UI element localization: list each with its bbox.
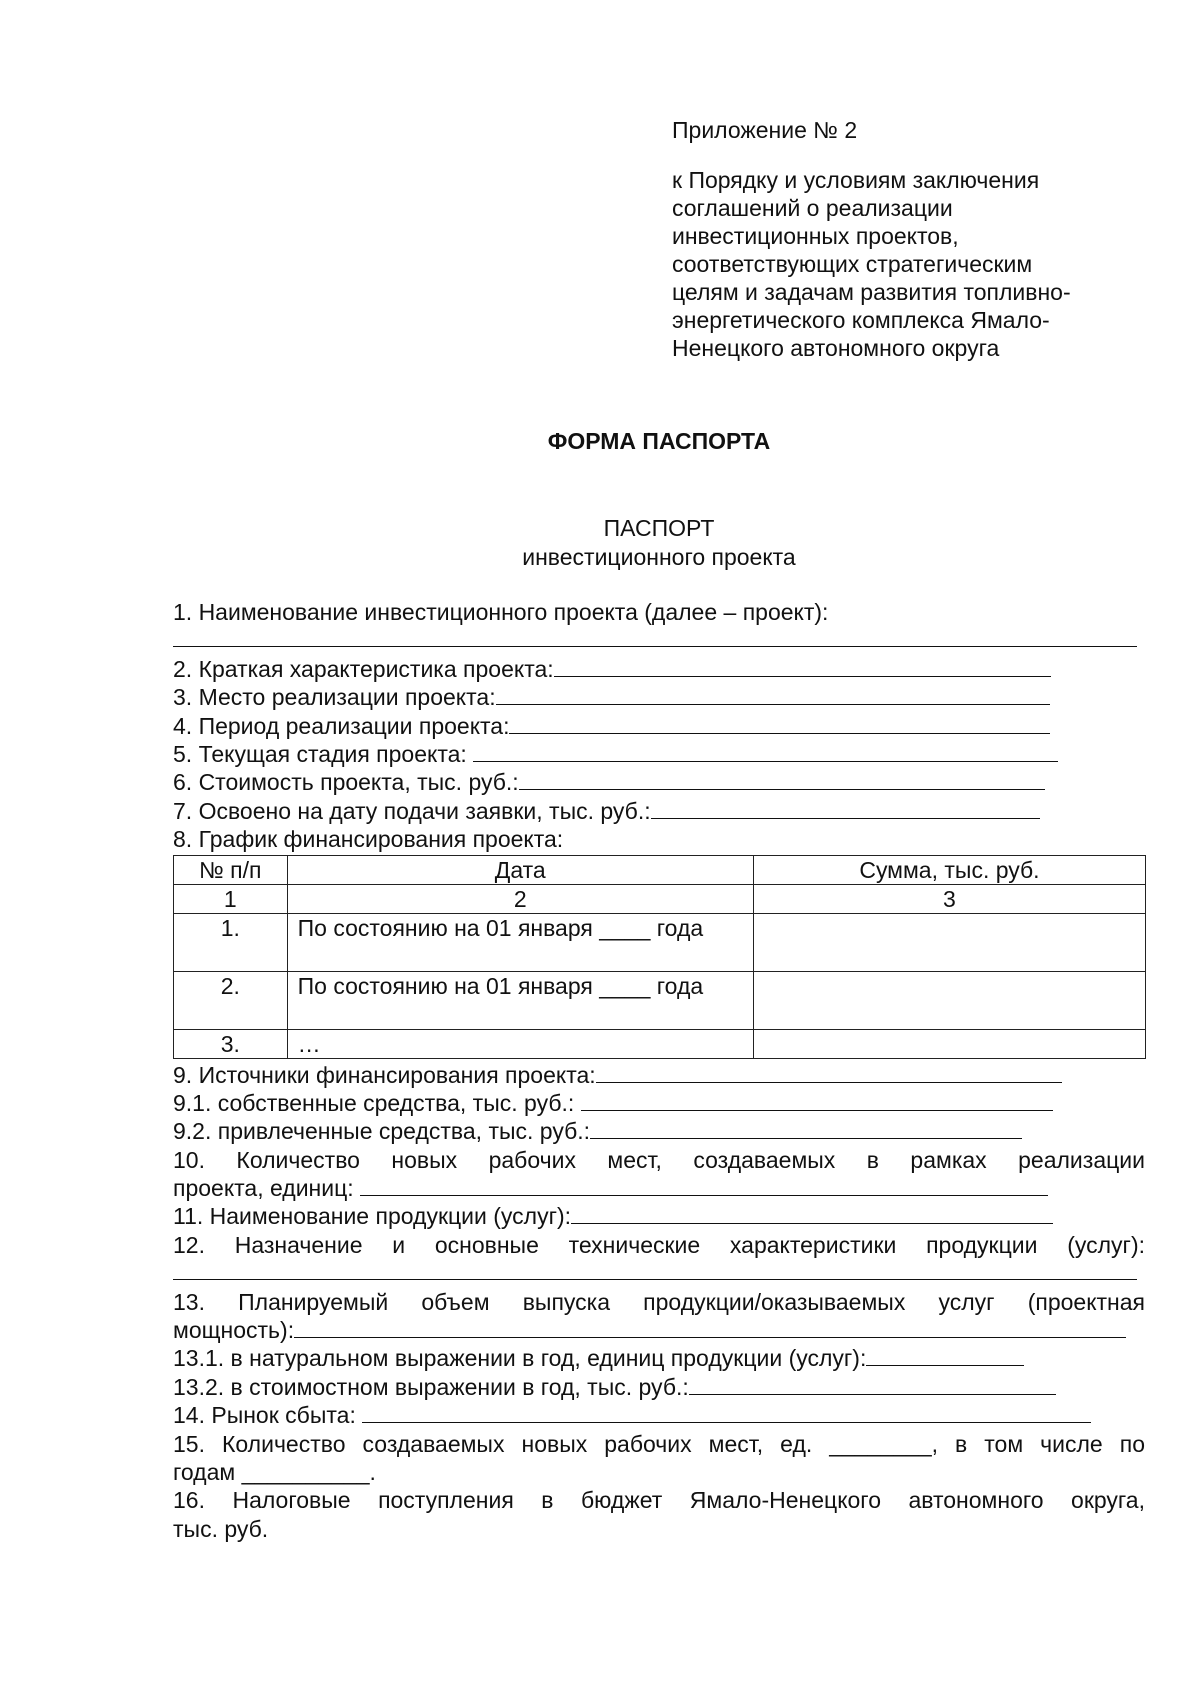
field-planned-volume-cont <box>173 1316 1145 1344</box>
appendix-number: Приложение № 2 <box>672 117 858 143</box>
field-brief-description <box>173 655 1145 683</box>
field-period <box>173 712 1145 740</box>
fill-blank[interactable] <box>496 683 1050 705</box>
row-sum[interactable] <box>753 971 1145 1029</box>
appendix-reference <box>672 166 1142 362</box>
fill-blank[interactable] <box>473 740 1058 762</box>
fill-blank[interactable] <box>596 1061 1062 1083</box>
field-jobs-count-cont <box>173 1458 1145 1486</box>
field-location <box>173 683 1145 711</box>
field-label: проекта, единиц: <box>173 1175 361 1202</box>
field-label: 4. Период реализации проекта: <box>173 712 510 739</box>
appendix-line: целям и задачам развития топливно- <box>672 279 1071 305</box>
table-header-cell: Дата <box>287 855 753 884</box>
field-products-purpose <box>173 1231 1145 1259</box>
row-date: По состоянию на 01 января ____ года <box>287 971 753 1029</box>
field-label: 9. Источники финансирования проекта: <box>173 1061 596 1088</box>
field-label: 14. Рынок сбыта: <box>173 1402 363 1429</box>
field-own-funds <box>173 1089 1145 1117</box>
table-header-cell: Сумма, тыс. руб. <box>753 855 1145 884</box>
appendix-header <box>672 116 1142 362</box>
fill-blank[interactable] <box>571 1202 1053 1224</box>
fill-blank[interactable] <box>866 1344 1024 1366</box>
fill-blank[interactable] <box>581 1089 1053 1111</box>
table-index-row <box>174 884 1146 913</box>
field-mastered <box>173 797 1145 825</box>
field-stage <box>173 740 1145 768</box>
field-label: 8. График финансирования проекта: <box>173 826 564 853</box>
fill-blank[interactable] <box>519 768 1045 790</box>
field-volume-value <box>173 1373 1145 1401</box>
field-volume-natural <box>173 1344 1145 1372</box>
field-jobs-count <box>173 1430 1145 1458</box>
field-products-name <box>173 1202 1145 1230</box>
row-sum[interactable] <box>753 1029 1145 1058</box>
row-date: По состоянию на 01 января ____ года <box>287 913 753 971</box>
fill-blank[interactable] <box>689 1373 1056 1395</box>
field-label: 3. Место реализации проекта: <box>173 684 496 711</box>
field-label: мощность): <box>173 1317 295 1344</box>
field-borrowed-funds <box>173 1117 1145 1145</box>
field-label: 15. Количество создаваемых новых рабочих мест, ед. ________, в том числе по <box>173 1430 1145 1457</box>
row-number: 3. <box>174 1029 288 1058</box>
appendix-line: соглашений о реализации <box>672 195 953 221</box>
appendix-line: соответствующих стратегическим <box>672 251 1033 277</box>
row-sum[interactable] <box>753 913 1145 971</box>
field-market <box>173 1401 1145 1429</box>
field-label: 2. Краткая характеристика проекта: <box>173 655 554 682</box>
field-label: годам __________. <box>173 1458 376 1485</box>
appendix-line: Ненецкого автономного округа <box>672 335 1000 361</box>
form-title: ФОРМА ПАСПОРТА <box>547 428 771 454</box>
row-date: … <box>287 1029 753 1058</box>
table-index-cell: 2 <box>287 884 753 913</box>
fill-blank[interactable] <box>590 1117 1022 1139</box>
row-number: 1. <box>174 913 288 971</box>
table-header-row <box>174 855 1146 884</box>
field-label: 11. Наименование продукции (услуг): <box>173 1203 572 1230</box>
financing-schedule-table <box>173 855 1146 1059</box>
field-label: 12. Назначение и основные технические характеристики продукции (услуг): <box>173 1231 1145 1258</box>
passport-subtitle: инвестиционного проекта <box>522 544 796 570</box>
field-new-jobs-cont <box>173 1174 1145 1202</box>
appendix-line: инвестиционных проектов, <box>672 223 959 249</box>
field-project-name <box>173 598 1145 626</box>
appendix-line: энергетического комплекса Ямало- <box>672 307 1050 333</box>
field-funding-sources <box>173 1061 1145 1089</box>
row-number: 2. <box>174 971 288 1029</box>
field-label: 13.1. в натуральном выражении в год, единиц продукции (услуг): <box>173 1345 867 1372</box>
fill-blank[interactable] <box>294 1316 1126 1338</box>
field-label: тыс. руб. <box>173 1515 269 1542</box>
field-label: 10. Количество новых рабочих мест, создаваемых в рамках реализации <box>173 1146 1145 1173</box>
field-label: 1. Наименование инвестиционного проекта (далее – проект): <box>173 599 829 625</box>
field-tax-revenue <box>173 1486 1145 1514</box>
passport-title: ПАСПОРТ <box>603 515 715 541</box>
fill-blank[interactable] <box>509 712 1050 734</box>
field-project-name-blank[interactable] <box>173 626 1145 654</box>
field-products-purpose-blank[interactable] <box>173 1259 1145 1287</box>
appendix-line: к Порядку и условиям заключения <box>672 167 1040 193</box>
field-planned-volume <box>173 1288 1145 1316</box>
field-label: 7. Освоено на дату подачи заявки, тыс. руб.: <box>173 797 651 824</box>
table-row <box>174 971 1146 1029</box>
passport-heading <box>0 514 1200 572</box>
fill-blank[interactable] <box>554 655 1051 677</box>
field-new-jobs <box>173 1146 1145 1174</box>
table-row <box>174 1029 1146 1058</box>
field-label: 13. Планируемый объем выпуска продукции/оказываемых услуг (проектная <box>173 1288 1145 1315</box>
passport-fields <box>173 598 1145 1543</box>
table-row <box>174 913 1146 971</box>
field-label: 5. Текущая стадия проекта: <box>173 740 474 767</box>
field-financing-schedule <box>173 825 1145 853</box>
table-index-cell: 3 <box>753 884 1145 913</box>
field-label: 16. Налоговые поступления в бюджет Ямало-Ненецкого автономного округа, <box>173 1487 1145 1514</box>
field-label: 9.1. собственные средства, тыс. руб.: <box>173 1089 581 1116</box>
table-index-cell: 1 <box>174 884 288 913</box>
field-label: 6. Стоимость проекта, тыс. руб.: <box>173 769 519 796</box>
field-tax-revenue-cont <box>173 1515 1145 1543</box>
fill-blank[interactable] <box>362 1401 1091 1423</box>
fill-blank[interactable] <box>360 1174 1048 1196</box>
fill-blank[interactable] <box>651 797 1040 819</box>
table-header-cell: № п/п <box>174 855 288 884</box>
field-label: 13.2. в стоимостном выражении в год, тыс. руб.: <box>173 1373 689 1400</box>
field-cost <box>173 768 1145 796</box>
field-label: 9.2. привлеченные средства, тыс. руб.: <box>173 1118 591 1145</box>
